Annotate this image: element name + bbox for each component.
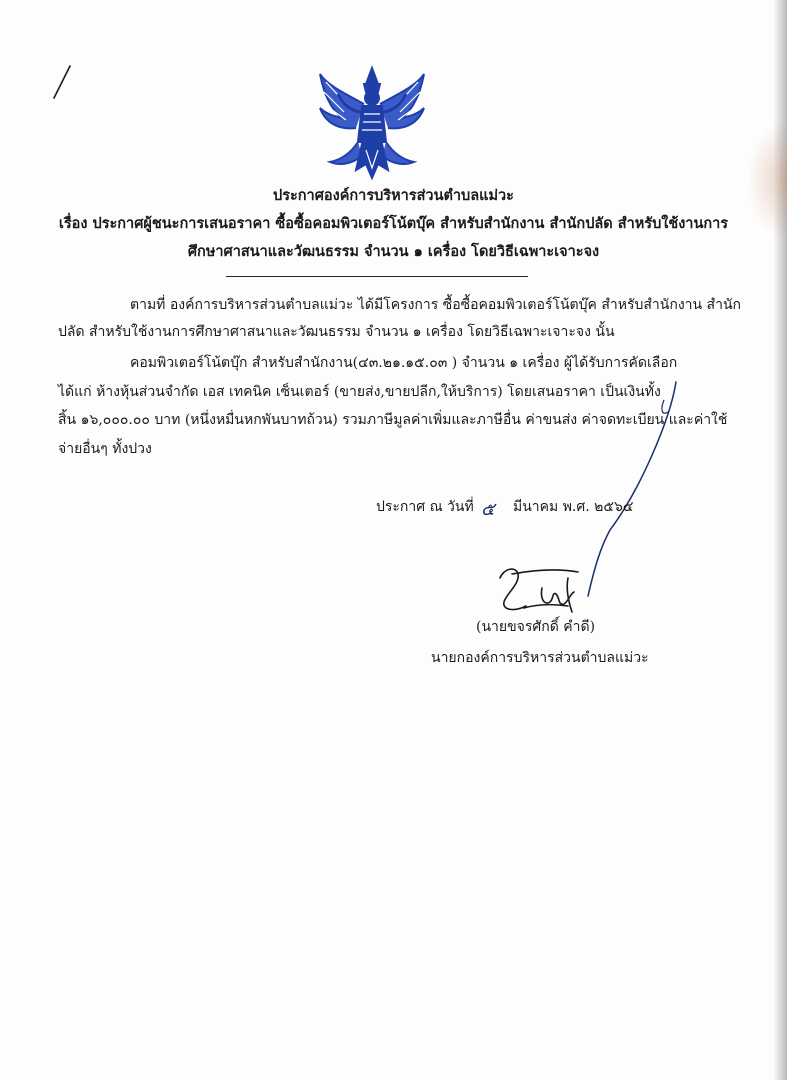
body-line-6: จ่ายอื่นๆ ทั้งปวง xyxy=(58,441,152,457)
heading-divider xyxy=(226,276,528,277)
body-line-2: ปลัด สำหรับใช้งานการศึกษาศาสนาและวัฒนธรรม จำนวน ๑ เครื่อง โดยวิธีเฉพาะเจาะจง นั้น xyxy=(58,324,615,340)
signature-mark xyxy=(494,558,590,620)
body-line-3: คอมพิวเตอร์โน้ตบุ๊ก สำหรับสำนักงาน(๔๓.๒๑.๑๕.๐๓ ) จำนวน ๑ เครื่อง ผู้ได้รับการคัดเลือก xyxy=(130,355,678,371)
subject-line-1: เรื่อง ประกาศผู้ชนะการเสนอราคา ซื้อซื้อคอมพิวเตอร์โน้ตบุ๊ค สำหรับสำนักงาน สำนักปลัด สำหรับใช้งานการ xyxy=(58,215,729,232)
subject-line-2: ศึกษาศาสนาและวัฒนธรรม จำนวน ๑ เครื่อง โดยวิธีเฉพาะเจาะจง xyxy=(187,243,600,260)
issuer-heading: ประกาศองค์การบริหารส่วนตำบลแม่วะ xyxy=(273,187,514,204)
pen-stroke-line xyxy=(580,380,700,600)
signatory-name: (นายขจรศักดิ์ คำดี) xyxy=(476,619,596,635)
body-line-4: ได้แก่ ห้างหุ้นส่วนจำกัด เอส เทคนิค เซ็นเตอร์ (ขายส่ง,ขายปลีก,ให้บริการ) โดยเสนอราคา เป็นเงินทั้ง xyxy=(58,384,661,400)
scan-stain xyxy=(747,120,787,240)
garuda-emblem-icon xyxy=(316,64,428,182)
signatory-title: นายกองค์การบริหารส่วนตำบลแม่วะ xyxy=(431,650,649,666)
body-line-1: ตามที่ องค์การบริหารส่วนตำบลแม่วะ ได้มีโครงการ ซื้อซื้อคอมพิวเตอร์โน้ตบุ๊ค สำหรับสำนักงาน สำนัก xyxy=(130,297,741,313)
date-month-year: มีนาคม พ.ศ. ๒๕๖๔ xyxy=(513,499,634,515)
date-day: ๕ xyxy=(481,499,495,520)
body-line-5: สิ้น ๑๖,๐๐๐.๐๐ บาท (หนึ่งหมื่นหกพันบาทถ้วน) รวมภาษีมูลค่าเพิ่มและภาษีอื่น ค่าขนส่ง ค่าจดทะเบียน และค่าใช้ xyxy=(58,412,728,428)
date-prefix: ประกาศ ณ วันที่ xyxy=(376,499,474,515)
pen-stroke-mark xyxy=(48,62,78,102)
